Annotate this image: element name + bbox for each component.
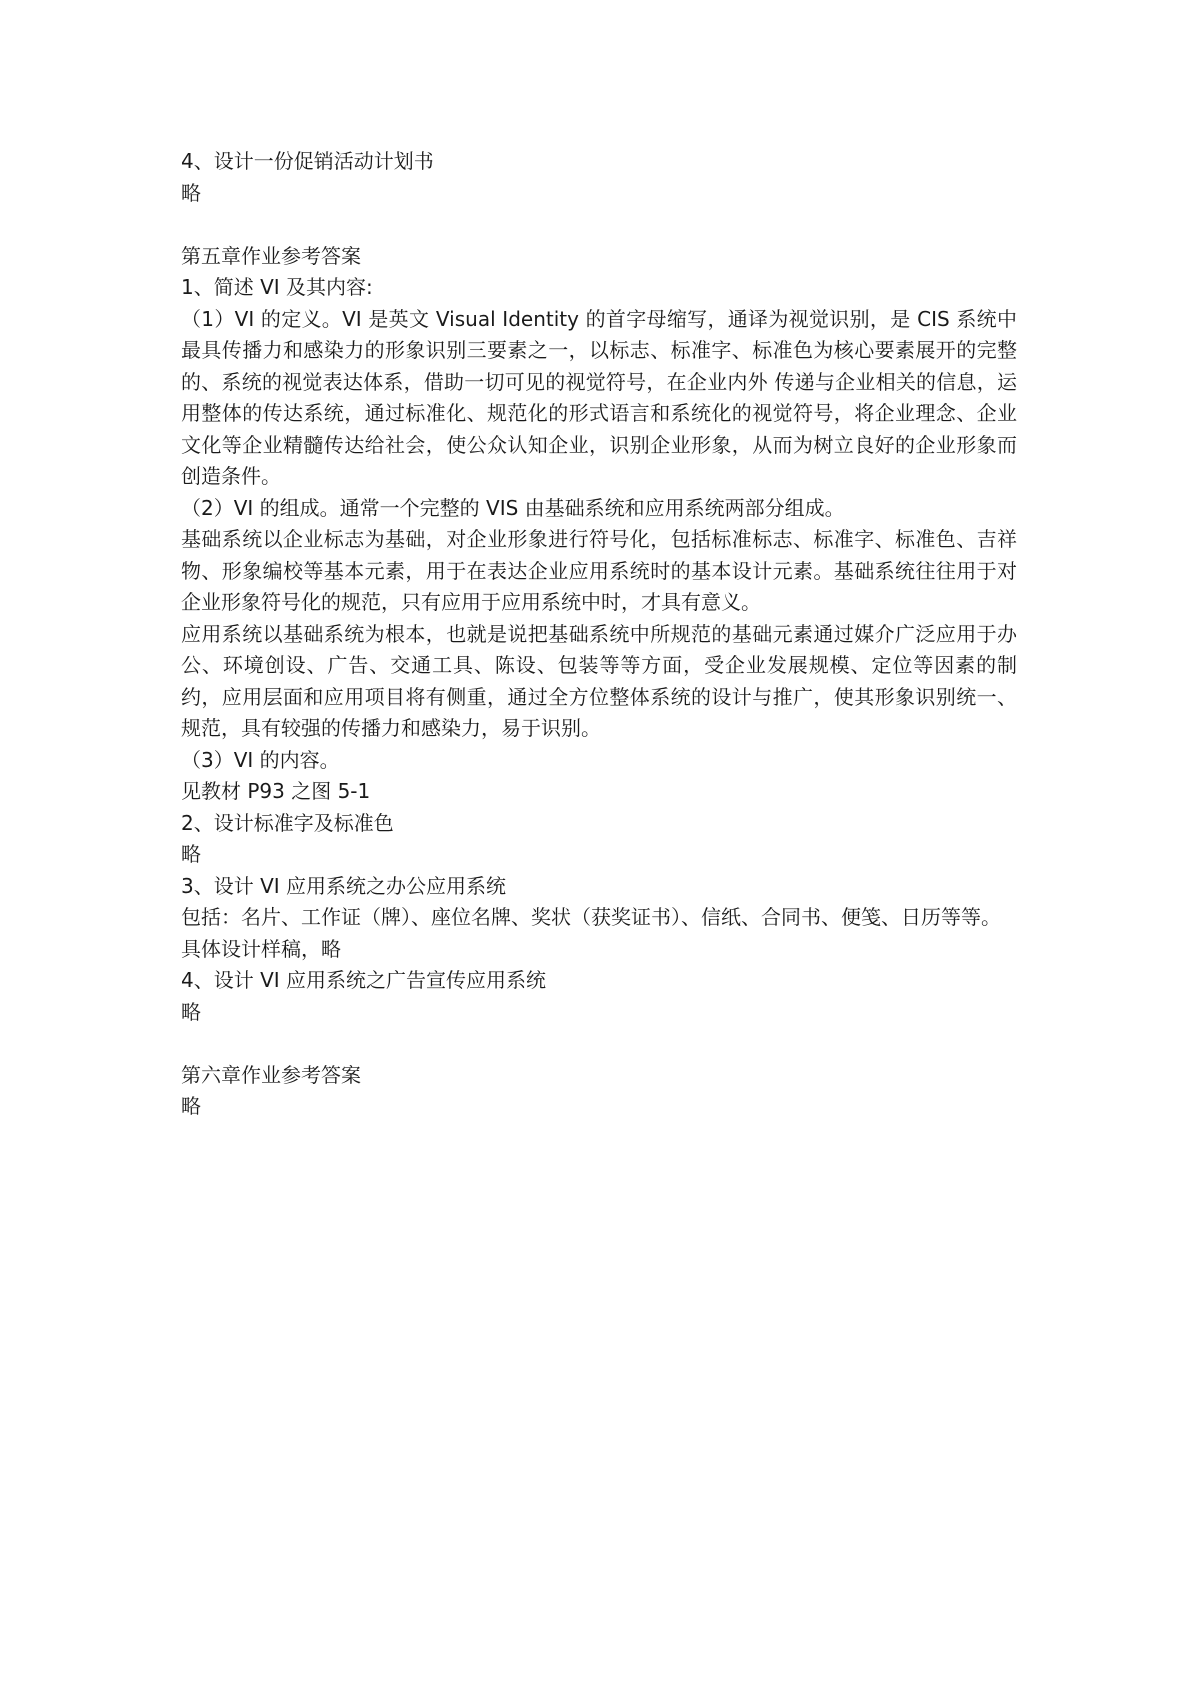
- chapter5-q1-reference: 见教材 P93 之图 5-1: [181, 779, 371, 803]
- chapter5-q4-answer: 略: [181, 999, 201, 1024]
- spacer: [181, 1028, 1017, 1060]
- chapter5-q3-list: 包括：名片、工作证（牌）、座位名牌、奖状（获奖证书）、信纸、合同书、便笺、日历等等。: [181, 905, 1001, 929]
- chapter5-q3-note: 具体设计样稿，略: [181, 936, 341, 961]
- chapter5-q1-composition: （2）VI 的组成。通常一个完整的 VIS 由基础系统和应用系统两部分组成。: [181, 495, 845, 520]
- chapter5-q3-title: 3、设计 VI 应用系统之办公应用系统: [181, 873, 507, 898]
- chapter6-heading: 第六章作业参考答案: [181, 1062, 361, 1087]
- spacer: [181, 209, 1017, 241]
- chapter5-q2-answer: 略: [181, 842, 201, 866]
- item4-title: 4、设计一份促销活动计划书: [181, 149, 434, 173]
- chapter5-q1-definition: （1）VI 的定义。VI 是英文 Visual Identity 的首字母缩写，通译为视觉识别，是 CIS 系统中最具传播力和感染力的形象识别三要素之一，以标志、标准字、标准色为核心要素展开的完整的、系统的视觉表达体系，借助一切可见的视觉符号，在企业内外 传递与企业相关的信息，运用整体的传达系统，通过标准化、规范化的形式语言和系统化的视觉符号，将企业理念、企业文化等企业精髓传达给社会，使公众认知企业，识别企业形象，从而为树立良好的企业形象而创造条件。: [181, 306, 1017, 488]
- chapter5-q2-title: 2、设计标准字及标准色: [181, 810, 394, 835]
- chapter5-q1-basic-system: 基础系统以企业标志为基础，对企业形象进行符号化，包括标准标志、标准字、标准色、吉祥物、形象编校等基本元素，用于在表达企业应用系统时的基本设计元素。基础系统往往用于对企业形象符号化的规范，只有应用于应用系统中时，才具有意义。: [181, 527, 1017, 614]
- chapter6-answer: 略: [181, 1094, 201, 1118]
- chapter5-q4-title: 4、设计 VI 应用系统之广告宣传应用系统: [181, 968, 547, 992]
- chapter5-q1-application-system: 应用系统以基础系统为根本，也就是说把基础系统中所规范的基础元素通过媒介广泛应用于办公、环境创设、广告、交通工具、陈设、包装等等方面，受企业发展规模、定位等因素的制约，应用层面和应用项目将有侧重，通过全方位整体系统的设计与推广，使其形象识别统一、规范，具有较强的传播力和感染力，易于识别。: [181, 621, 1017, 740]
- item4-answer: 略: [181, 180, 201, 205]
- chapter5-heading: 第五章作业参考答案: [181, 243, 361, 268]
- chapter5-q1-content: （3）VI 的内容。: [181, 747, 340, 772]
- document-page: [181, 146, 1017, 1123]
- chapter5-q1-title: 1、简述 VI 及其内容:: [181, 275, 373, 299]
